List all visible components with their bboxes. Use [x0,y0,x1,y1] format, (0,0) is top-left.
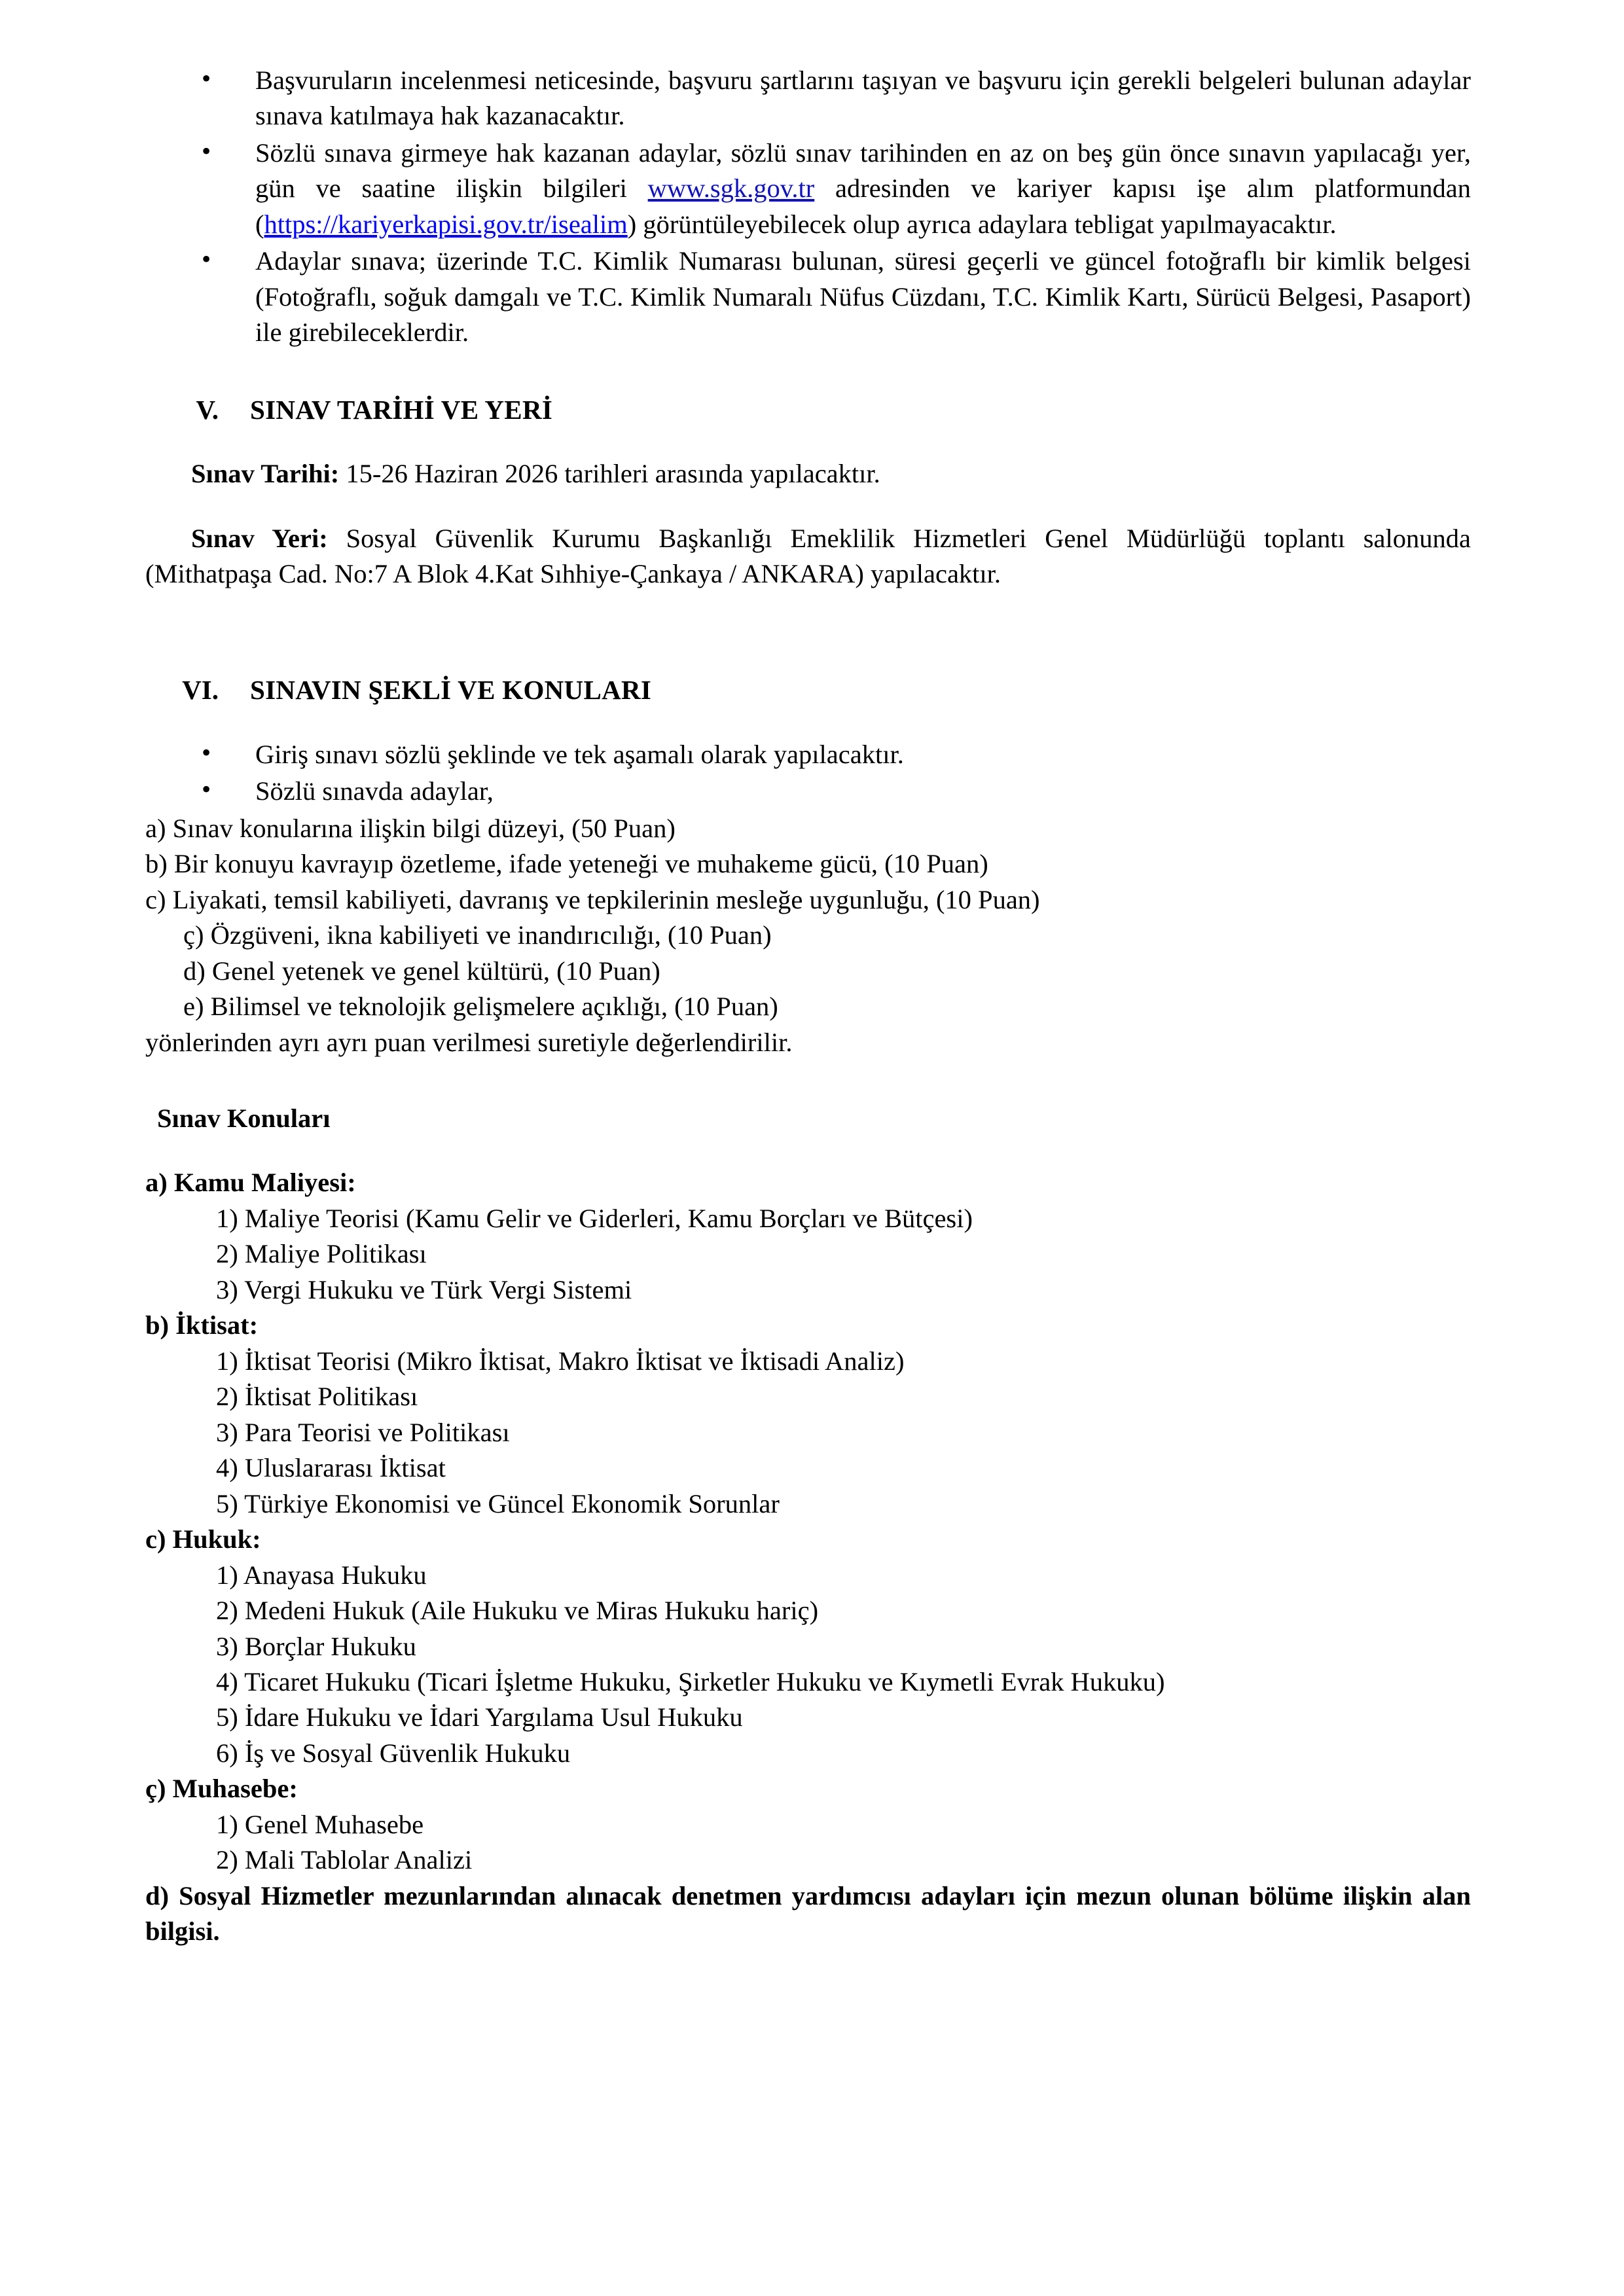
subject-group-hukuk [145,1522,1471,1771]
spacer [145,708,1471,737]
spacer [145,1060,1471,1101]
subject-item: 4) Ticaret Hukuku (Ticari İşletme Hukuku, Şirketler Hukuku ve Kıymetli Evrak Hukuku) [216,1667,1165,1696]
section-title-vi: SINAVIN ŞEKLİ VE KONULARI [250,675,652,706]
page-content [145,63,1471,1950]
spacer [145,592,1471,632]
subject-group-muhasebe [145,1771,1471,1878]
bullet-text-part2: adresinden ve kariyer kapısı işe alım platformundan ( [255,173,1471,239]
bullet-basvuru-inceleme [145,63,1471,134]
subject-item: 1) Anayasa Hukuku [216,1560,427,1590]
section-numeral-vi: VI. [182,675,219,706]
spacer [145,492,1471,521]
bullet-text: Sözlü sınavda adaylar, [255,776,494,806]
spacer [145,427,1471,456]
link-kariyerkapisi-isealim[interactable]: https://kariyerkapisi.gov.tr/isealim [264,209,628,239]
criterion-a: a) Sınav konularına ilişkin bilgi düzeyi, (50 Puan) [145,813,676,843]
subject-group-heading: b) İktisat: [145,1310,259,1340]
subject-item: 2) İktisat Politikası [216,1382,418,1412]
subject-group-heading: ç) Muhasebe: [145,1774,298,1804]
subject-final-note: d) Sosyal Hizmetler mezunlarından alınacak denetmen yardımcısı adayları için mezun olunan bölüme ilişkin alan bilgisi. [145,1880,1471,1946]
spacer [145,632,1471,673]
subject-item: 1) İktisat Teorisi (Mikro İktisat, Makro İktisat ve İktisadi Analiz) [216,1346,905,1376]
criterion-c: c) Liyakati, temsil kabiliyeti, davranış ve tepkilerinin mesleğe uygunluğu, (10 Puan) [145,884,1040,914]
subject-item: 3) Borçlar Hukuku [216,1631,416,1661]
subject-item: 5) Türkiye Ekonomisi ve Güncel Ekonomik Sorunlar [216,1488,780,1518]
bullet-text: Adaylar sınava; üzerinde T.C. Kimlik Numarası bulunan, süresi geçerli ve güncel fotoğraflı bir kimlik belgesi (Fotoğraflı, soğuk damgalı ve T.C. Kimlik Numaralı Nüfus Cüzdanı, T.C. Kimlik Kartı, Sürücü Belgesi, Pasaport) ile girebileceklerdir. [255,246,1471,348]
subject-item: 3) Para Teorisi ve Politikası [216,1417,510,1447]
section-vi-bullet-list [145,737,1471,810]
subject-item: 2) Medeni Hukuk (Aile Hukuku ve Miras Hukuku hariç) [216,1596,819,1626]
criterion-e: e) Bilimsel ve teknolojik gelişmelere açıklığı, (10 Puan) [183,992,778,1022]
subject-item: 1) Maliye Teorisi (Kamu Gelir ve Giderleri, Kamu Borçları ve Bütçesi) [216,1203,973,1233]
subject-item: 2) Maliye Politikası [216,1239,427,1269]
subject-group-iktisat [145,1308,1471,1522]
link-sgk-gov-tr[interactable]: www.sgk.gov.tr [647,173,815,204]
subject-item: 4) Uluslararası İktisat [216,1453,446,1483]
sinav-tarihi-label: Sınav Tarihi: [191,459,340,489]
section-title-v: SINAV TARİHİ VE YERİ [250,394,553,425]
bullet-giris-sinavi [145,737,1471,772]
sinav-tarihi-paragraph [145,456,1471,492]
subject-item: 2) Mali Tablolar Analizi [216,1845,473,1875]
sinav-yeri-value: Sosyal Güvenlik Kurumu Başkanlığı Emeklilik Hizmetleri Genel Müdürlüğü toplantı salonunda (Mithatpaşa Cad. No:7 A Blok 4.Kat Sıhhiye-Çankaya / ANKARA) yapılacaktır. [145,523,1471,588]
sinav-yeri-paragraph [145,521,1471,592]
subject-group-heading: a) Kamu Maliyesi: [145,1168,356,1198]
sinav-konulari-title: Sınav Konuları [157,1103,331,1133]
bullet-sozlu-sinavda [145,774,1471,809]
subject-group-heading: c) Hukuk: [145,1524,261,1554]
spacer [145,352,1471,393]
intro-bullet-list [145,63,1471,351]
subject-item: 6) İş ve Sosyal Güvenlik Hukuku [216,1738,571,1768]
bullet-text: Giriş sınavı sözlü şeklinde ve tek aşamalı olarak yapılacaktır. [255,739,904,769]
subject-item: 3) Vergi Hukuku ve Türk Vergi Sistemi [216,1274,632,1304]
subject-group-kamu-maliyesi [145,1165,1471,1308]
criterion-d: d) Genel yetenek ve genel kültürü, (10 Puan) [183,956,660,986]
bullet-sozlu-sinav-bilgi [145,135,1471,242]
subject-item: 5) İdare Hukuku ve İdari Yargılama Usul Hukuku [216,1702,743,1732]
section-numeral-v: V. [196,394,219,425]
spacer [145,1136,1471,1165]
sinav-yeri-label: Sınav Yeri: [191,523,328,553]
section-heading-v [145,393,1471,427]
criteria-closing-line: yönlerinden ayrı ayrı puan verilmesi suretiyle değerlendirilir. [145,1027,793,1057]
sinav-tarihi-value: 15-26 Haziran 2026 tarihleri arasında yapılacaktır. [339,459,880,489]
bullet-kimlik-belgesi [145,243,1471,350]
bullet-text-part1: Sözlü sınava girmeye hak kazanan adaylar, sözlü sınav tarihinden en az on beş gün önce sınavın yapılacağı yer, gün ve saatine ilişkin bilgileri [255,137,1471,204]
bullet-text-part3: ) görüntüleyebilecek olup ayrıca adaylara tebligat yapılmayacaktır. [627,209,1337,239]
subject-item: 1) Genel Muhasebe [216,1809,424,1839]
criterion-b: b) Bir konuyu kavrayıp özetleme, ifade yeteneği ve muhakeme gücü, (10 Puan) [145,849,988,879]
section-heading-vi [145,673,1471,708]
bullet-text: Başvuruların incelenmesi neticesinde, başvuru şartlarını taşıyan ve başvuru için gerekli belgeleri bulunan adaylar sınava katılmaya hak kazanacaktır. [255,65,1471,131]
criterion-c-cedilla: ç) Özgüveni, ikna kabiliyeti ve inandırıcılığı, (10 Puan) [183,920,772,950]
